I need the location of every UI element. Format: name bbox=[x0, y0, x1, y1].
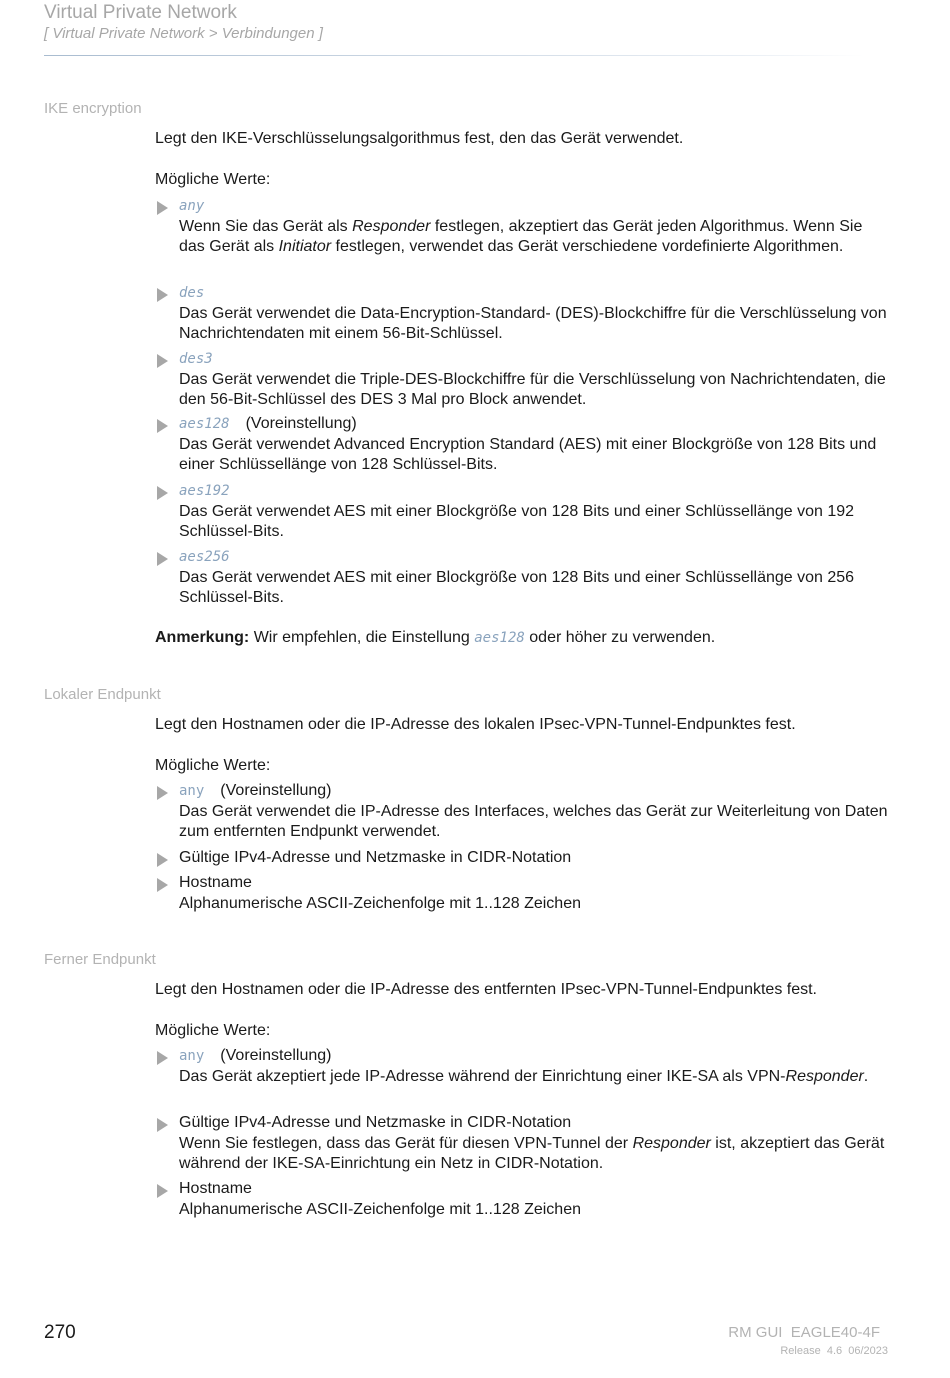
release-info: Release 4.6 06/2023 bbox=[780, 1345, 888, 1357]
value-code: aes256 bbox=[179, 549, 230, 565]
triangle-bullet-icon bbox=[157, 552, 168, 566]
value-title: Gültige IPv4-Adresse und Netzmaske in CIDR-Notation bbox=[179, 849, 572, 866]
default-marker: (Voreinstellung) bbox=[245, 415, 357, 432]
triangle-bullet-icon bbox=[157, 419, 168, 433]
page-header bbox=[44, 2, 323, 44]
ike-values-heading: Mögliche Werte: bbox=[155, 171, 271, 188]
value-description: Alphanumerische ASCII-Zeichenfolge mit 1..128 Zeichen bbox=[179, 894, 581, 912]
list-item bbox=[155, 1179, 890, 1220]
value-code: any bbox=[179, 1048, 205, 1064]
value-title: Hostname bbox=[179, 1180, 252, 1197]
triangle-bullet-icon bbox=[157, 853, 168, 867]
list-item bbox=[155, 1046, 890, 1087]
note-label: Anmerkung: bbox=[155, 629, 250, 646]
value-title: Hostname bbox=[179, 874, 252, 891]
list-item bbox=[155, 349, 890, 411]
page-number: 270 bbox=[44, 1322, 76, 1343]
value-code: any bbox=[179, 783, 205, 799]
value-description: Das Gerät verwendet die Data-Encryption-Standard- (DES)-Blockchiffre für die Verschlüsselung von Nachrichtendaten mit einem 56-Bit-Schlüssel. bbox=[179, 304, 887, 342]
value-title: Gültige IPv4-Adresse und Netzmaske in CIDR-Notation bbox=[179, 1114, 572, 1131]
section-label-remote-endpoint: Ferner Endpunkt bbox=[44, 951, 156, 968]
list-item bbox=[155, 873, 890, 914]
list-item bbox=[155, 547, 890, 609]
triangle-bullet-icon bbox=[157, 201, 168, 215]
value-code: des3 bbox=[179, 351, 213, 367]
note-code: aes128 bbox=[474, 630, 525, 646]
list-item bbox=[155, 848, 890, 869]
default-marker: (Voreinstellung) bbox=[220, 782, 332, 799]
section-label-local-endpoint: Lokaler Endpunkt bbox=[44, 686, 161, 703]
triangle-bullet-icon bbox=[157, 786, 168, 800]
value-description: Wenn Sie festlegen, dass das Gerät für diesen VPN-Tunnel der Responder ist, akzeptiert das Gerät während der IKE-SA-Einrichtung ein Netz in CIDR-Notation. bbox=[179, 1134, 885, 1172]
local-intro: Legt den Hostnamen oder die IP-Adresse des lokalen IPsec-VPN-Tunnel-Endpunktes fest. bbox=[155, 716, 796, 733]
triangle-bullet-icon bbox=[157, 1051, 168, 1065]
local-values-heading: Mögliche Werte: bbox=[155, 757, 271, 774]
value-code: des bbox=[179, 285, 205, 301]
list-item bbox=[155, 781, 890, 843]
triangle-bullet-icon bbox=[157, 1184, 168, 1198]
document-title: RM GUI EAGLE40-4F bbox=[728, 1324, 880, 1341]
ike-note: Anmerkung: Wir empfehlen, die Einstellung aes128 oder höher zu verwenden. bbox=[155, 629, 716, 646]
triangle-bullet-icon bbox=[157, 878, 168, 892]
value-code: aes192 bbox=[179, 483, 230, 499]
list-item bbox=[155, 196, 890, 258]
value-description: Das Gerät verwendet AES mit einer Blockgröße von 128 Bits und einer Schlüssellänge von 192 Schlüssel-Bits. bbox=[179, 502, 855, 540]
remote-intro: Legt den Hostnamen oder die IP-Adresse des entfernten IPsec-VPN-Tunnel-Endpunktes fest. bbox=[155, 981, 817, 998]
triangle-bullet-icon bbox=[157, 486, 168, 500]
ike-intro: Legt den IKE-Verschlüsselungsalgorithmus fest, den das Gerät verwendet. bbox=[155, 130, 684, 147]
value-description: Das Gerät verwendet AES mit einer Blockgröße von 128 Bits und einer Schlüssellänge von 256 Schlüssel-Bits. bbox=[179, 568, 855, 606]
value-description: Das Gerät verwendet die IP-Adresse des Interfaces, welches das Gerät zur Weiterleitung von Daten zum entfernten Endpunkt verwendet. bbox=[179, 802, 888, 840]
value-description: Das Gerät verwendet die Triple-DES-Blockchiffre für die Verschlüsselung von Nachrichtendaten, die den 56-Bit-Schlüssel des DES 3 Mal pro Block anwendet. bbox=[179, 370, 886, 408]
list-item bbox=[155, 481, 890, 543]
value-code: any bbox=[179, 198, 205, 214]
value-description: Alphanumerische ASCII-Zeichenfolge mit 1..128 Zeichen bbox=[179, 1200, 581, 1218]
list-item bbox=[155, 414, 890, 476]
value-description: Das Gerät verwendet Advanced Encryption Standard (AES) mit einer Blockgröße von 128 Bits und einer Schlüssellänge von 128 Schlüssel-Bits. bbox=[179, 435, 877, 473]
triangle-bullet-icon bbox=[157, 1118, 168, 1132]
header-divider bbox=[44, 55, 864, 56]
list-item bbox=[155, 1113, 890, 1175]
remote-values-heading: Mögliche Werte: bbox=[155, 1022, 271, 1039]
header-breadcrumb: [ Virtual Private Network > Verbindungen ] bbox=[44, 25, 323, 42]
value-description: Das Gerät akzeptiert jede IP-Adresse während der Einrichtung einer IKE-SA als VPN-Responder. bbox=[179, 1067, 869, 1085]
value-code: aes128 bbox=[179, 416, 230, 432]
value-description: Wenn Sie das Gerät als Responder festlegen, akzeptiert das Gerät jeden Algorithmus. Wenn Sie das Gerät als Initiator festlegen, verwendet das Gerät verschiedene vordefinierte Algorithmen. bbox=[179, 217, 863, 255]
triangle-bullet-icon bbox=[157, 354, 168, 368]
section-label-ike-encryption: IKE encryption bbox=[44, 100, 142, 117]
header-title: Virtual Private Network bbox=[44, 2, 237, 23]
default-marker: (Voreinstellung) bbox=[220, 1047, 332, 1064]
triangle-bullet-icon bbox=[157, 288, 168, 302]
list-item bbox=[155, 283, 890, 345]
